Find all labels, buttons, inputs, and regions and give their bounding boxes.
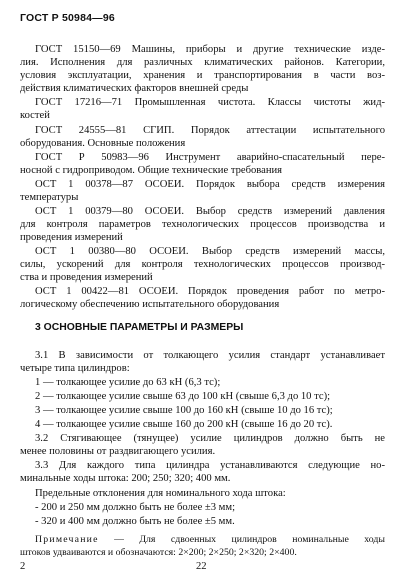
ref-ost-00379-line-1: ОСТ 1 00379—80 ОСОЕИ. Выбор средств измерений давления (35, 206, 385, 217)
note-line-1 (35, 533, 385, 546)
ref-ost-00422-line-2: логическому обеспечению испытательного оборудования (20, 299, 280, 310)
note-text: — Для сдвоенных цилиндров номинальные ходы (114, 534, 385, 545)
para-deviations: Предельные отклонения для номинального хода штока: (35, 488, 286, 499)
para-3-3-line-1: 3.3 Для каждого типа цилиндра устанавливаются следующие но- (35, 460, 385, 471)
ref-ost-00378-line-2: температуры (20, 192, 79, 203)
footer-left-number: 2 (20, 561, 26, 572)
note-label: Примечание (35, 534, 99, 545)
note-line-2: штоков удваиваются и обозначаются: 2×200; 2×250; 2×320; 2×400. (20, 547, 297, 558)
ref-gost-50983-line-1: ГОСТ Р 50983—96 Инструмент аварийно-спасательный пере- (35, 152, 385, 163)
para-3-3-line-2: минальные ходы штока: 200; 250; 320; 400 мм. (20, 473, 231, 484)
page-number: 22 (196, 561, 207, 572)
section-heading: 3 ОСНОВНЫЕ ПАРАМЕТРЫ И РАЗМЕРЫ (35, 322, 244, 333)
para-3-2-line-1: 3.2 Стягивающее (тянущее) усилие цилиндров должно быть не (35, 433, 385, 444)
ref-ost-00379-line-3: проведения измерений (20, 232, 123, 243)
ref-ost-00378-line-1: ОСТ 1 00378—87 ОСОЕИ. Порядок выбора средств измерения (35, 179, 385, 190)
ref-ost-00379-line-2: для контроля параметров технологических процессов производства и (20, 219, 385, 230)
type-item-4: 4 — толкающее усилие свыше 160 до 200 кН (свыше 16 до 20 тс). (35, 419, 333, 430)
ref-gost-50983-line-2: носной с гидроприводом. Общие технические требования (20, 165, 283, 176)
ref-gost-17216-line-2: костей (20, 110, 50, 121)
ref-ost-00380-line-3: ства и проведения измерений (20, 272, 153, 283)
ref-gost-24555-line-1: ГОСТ 24555—81 СГИП. Порядок аттестации испытательного (35, 125, 385, 136)
type-item-1: 1 — толкающее усилие до 63 кН (6,3 тс); (35, 377, 221, 388)
ref-ost-00380-line-2: силы, ускорений для контроля технологических процессов производ- (20, 259, 385, 270)
para-3-2-line-2: менее половины от раздвигающего усилия. (20, 446, 216, 457)
deviation-item-1: - 200 и 250 мм должно быть не более ±3 мм; (35, 502, 236, 513)
page-header-title: ГОСТ Р 50984—96 (20, 12, 115, 24)
ref-gost-17216-line-1: ГОСТ 17216—71 Промышленная чистота. Классы чистоты жид- (35, 97, 385, 108)
para-3-1-line-2: четыре типа цилиндров: (20, 363, 130, 374)
ref-gost-15150-line-2: лия. Исполнения для различных климатических районов. Категории, (20, 57, 385, 68)
deviation-item-2: - 320 и 400 мм должно быть не более ±5 мм. (35, 516, 235, 527)
ref-gost-24555-line-2: оборудования. Основные положения (20, 138, 186, 149)
type-item-2: 2 — толкающее усилие свыше 63 до 100 кН (свыше 6,3 до 10 тс); (35, 391, 331, 402)
type-item-3: 3 — толкающее усилие свыше 100 до 160 кН (свыше 10 до 16 тс); (35, 405, 333, 416)
para-3-1-line-1: 3.1 В зависимости от толкающего усилия стандарт устанавливает (35, 350, 385, 361)
ref-ost-00422-line-1: ОСТ 1 00422—81 ОСОЕИ. Порядок проведения работ по метро- (35, 286, 385, 297)
ref-gost-15150-line-1: ГОСТ 15150—69 Машины, приборы и другие технические изде- (35, 44, 385, 55)
ref-ost-00380-line-1: ОСТ 1 00380—80 ОСОЕИ. Выбор средств измерений массы, (35, 246, 385, 257)
ref-gost-15150-line-4: действия климатических факторов внешней среды (20, 83, 249, 94)
ref-gost-15150-line-3: условия эксплуатации, хранения и транспортирования в части воз- (20, 70, 385, 81)
